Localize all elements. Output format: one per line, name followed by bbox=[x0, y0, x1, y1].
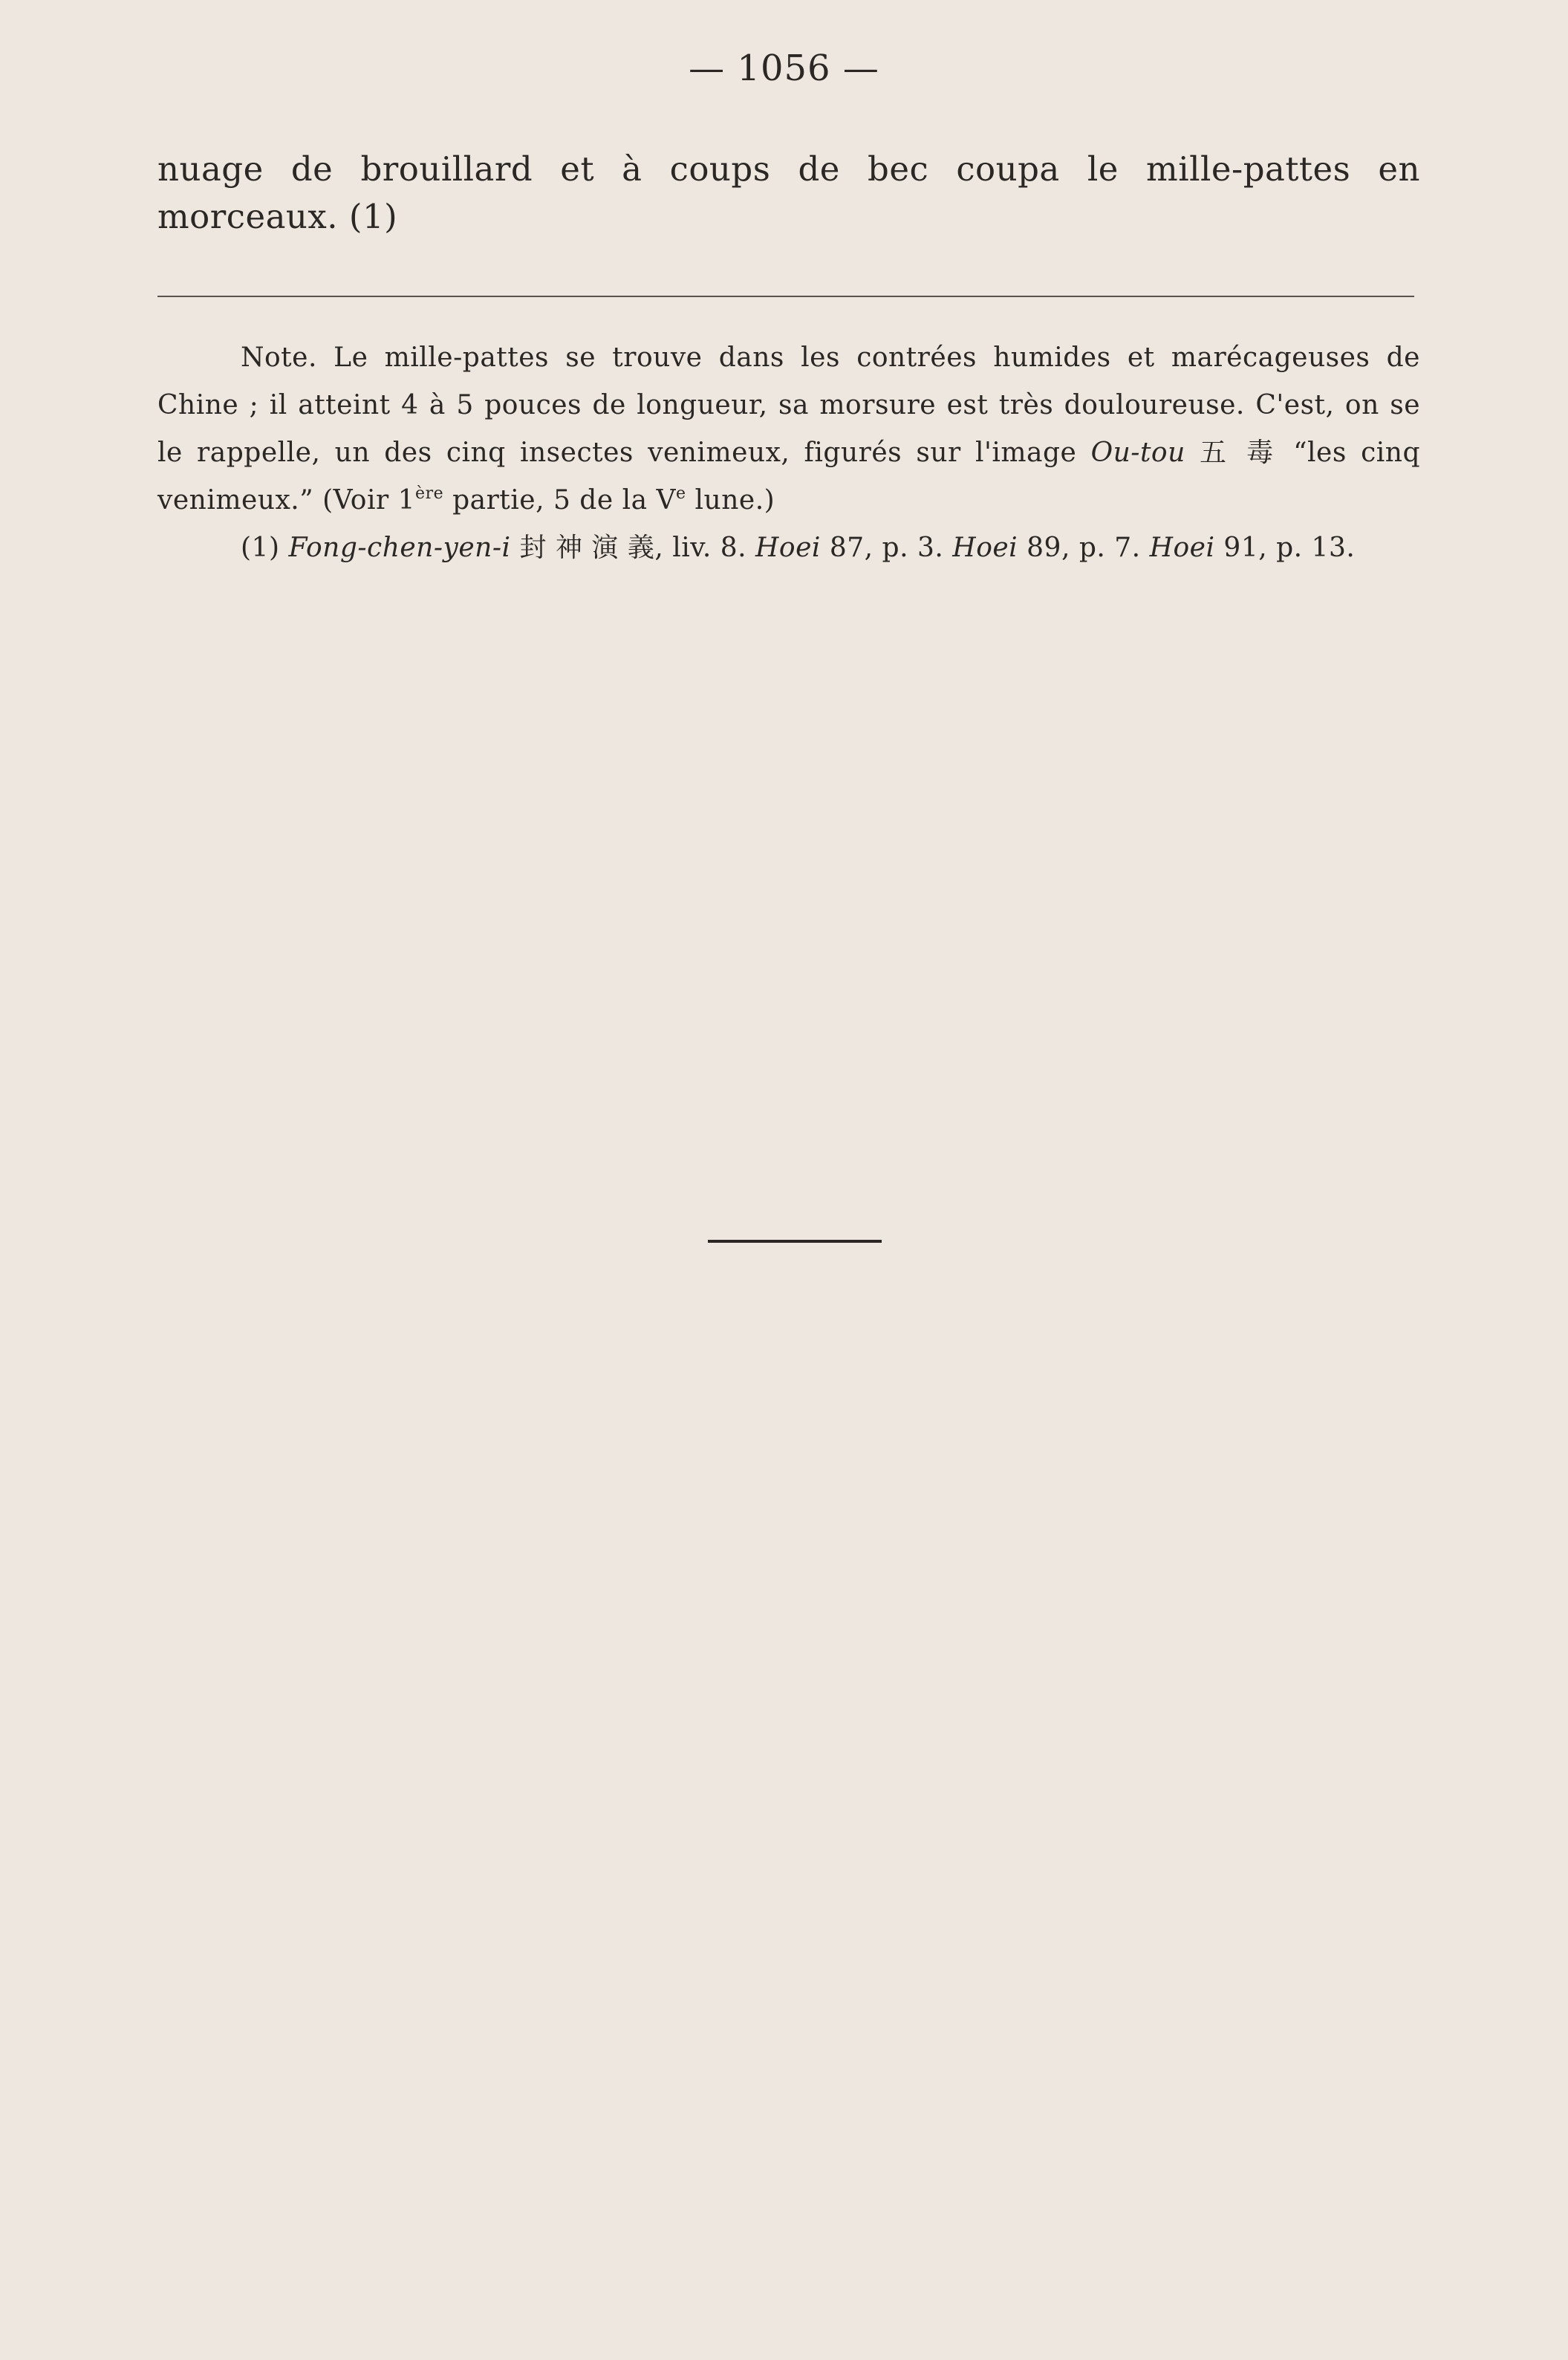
end-rule bbox=[708, 1240, 882, 1243]
main-text bbox=[157, 146, 1420, 241]
footnote-part-3: 89, p. 7. bbox=[1027, 533, 1141, 563]
note-label: Note. bbox=[241, 342, 317, 373]
footnote-hoei-1: Hoei bbox=[755, 533, 821, 563]
footnote-part-2: 87, p. 3. bbox=[829, 533, 944, 563]
footnote-hoei-2: Hoei bbox=[952, 533, 1018, 563]
footnote-title: Fong-chen-yen-i bbox=[288, 533, 511, 563]
note-text-3: partie, 5 de la V bbox=[452, 485, 677, 516]
footnote-part-1: liv. 8. bbox=[672, 533, 747, 563]
main-text-line-2: morceaux. (1) bbox=[157, 197, 398, 236]
page-number: — 1056 — bbox=[689, 48, 879, 89]
note-text-2: “les cinq venimeux.” (Voir 1 bbox=[157, 438, 1420, 516]
note-sup-ere: ère bbox=[415, 484, 444, 503]
notes-section bbox=[157, 334, 1420, 572]
footnote-marker: (1) bbox=[241, 533, 280, 563]
footnote-paragraph bbox=[157, 524, 1420, 572]
note-text-4: lune.) bbox=[694, 485, 775, 516]
footnote-separator bbox=[157, 296, 1414, 297]
note-chinese-wudu: 五 毒 bbox=[1200, 438, 1279, 468]
footnote-chinese-title: 封 神 演 義, bbox=[519, 533, 664, 563]
note-sup-e: e bbox=[676, 484, 686, 503]
note-ou-tou: Ou-tou bbox=[1090, 438, 1185, 468]
note-paragraph bbox=[157, 334, 1420, 524]
footnote-part-4: 91, p. 13. bbox=[1223, 533, 1356, 563]
main-text-line-1: nuage de brouillard et à coups de bec coupa le mille-pattes en bbox=[157, 149, 1420, 189]
footnote-hoei-3: Hoei bbox=[1149, 533, 1215, 563]
note-text-1: Le mille-pattes se trouve dans les contrées humides et marécageuses de Chine ; il atteint 4 à 5 pouces de longueur, sa morsure est très douloureuse. C'est, on se le rappelle, un des cinq insectes venimeux, figurés sur l'image bbox=[157, 342, 1420, 468]
